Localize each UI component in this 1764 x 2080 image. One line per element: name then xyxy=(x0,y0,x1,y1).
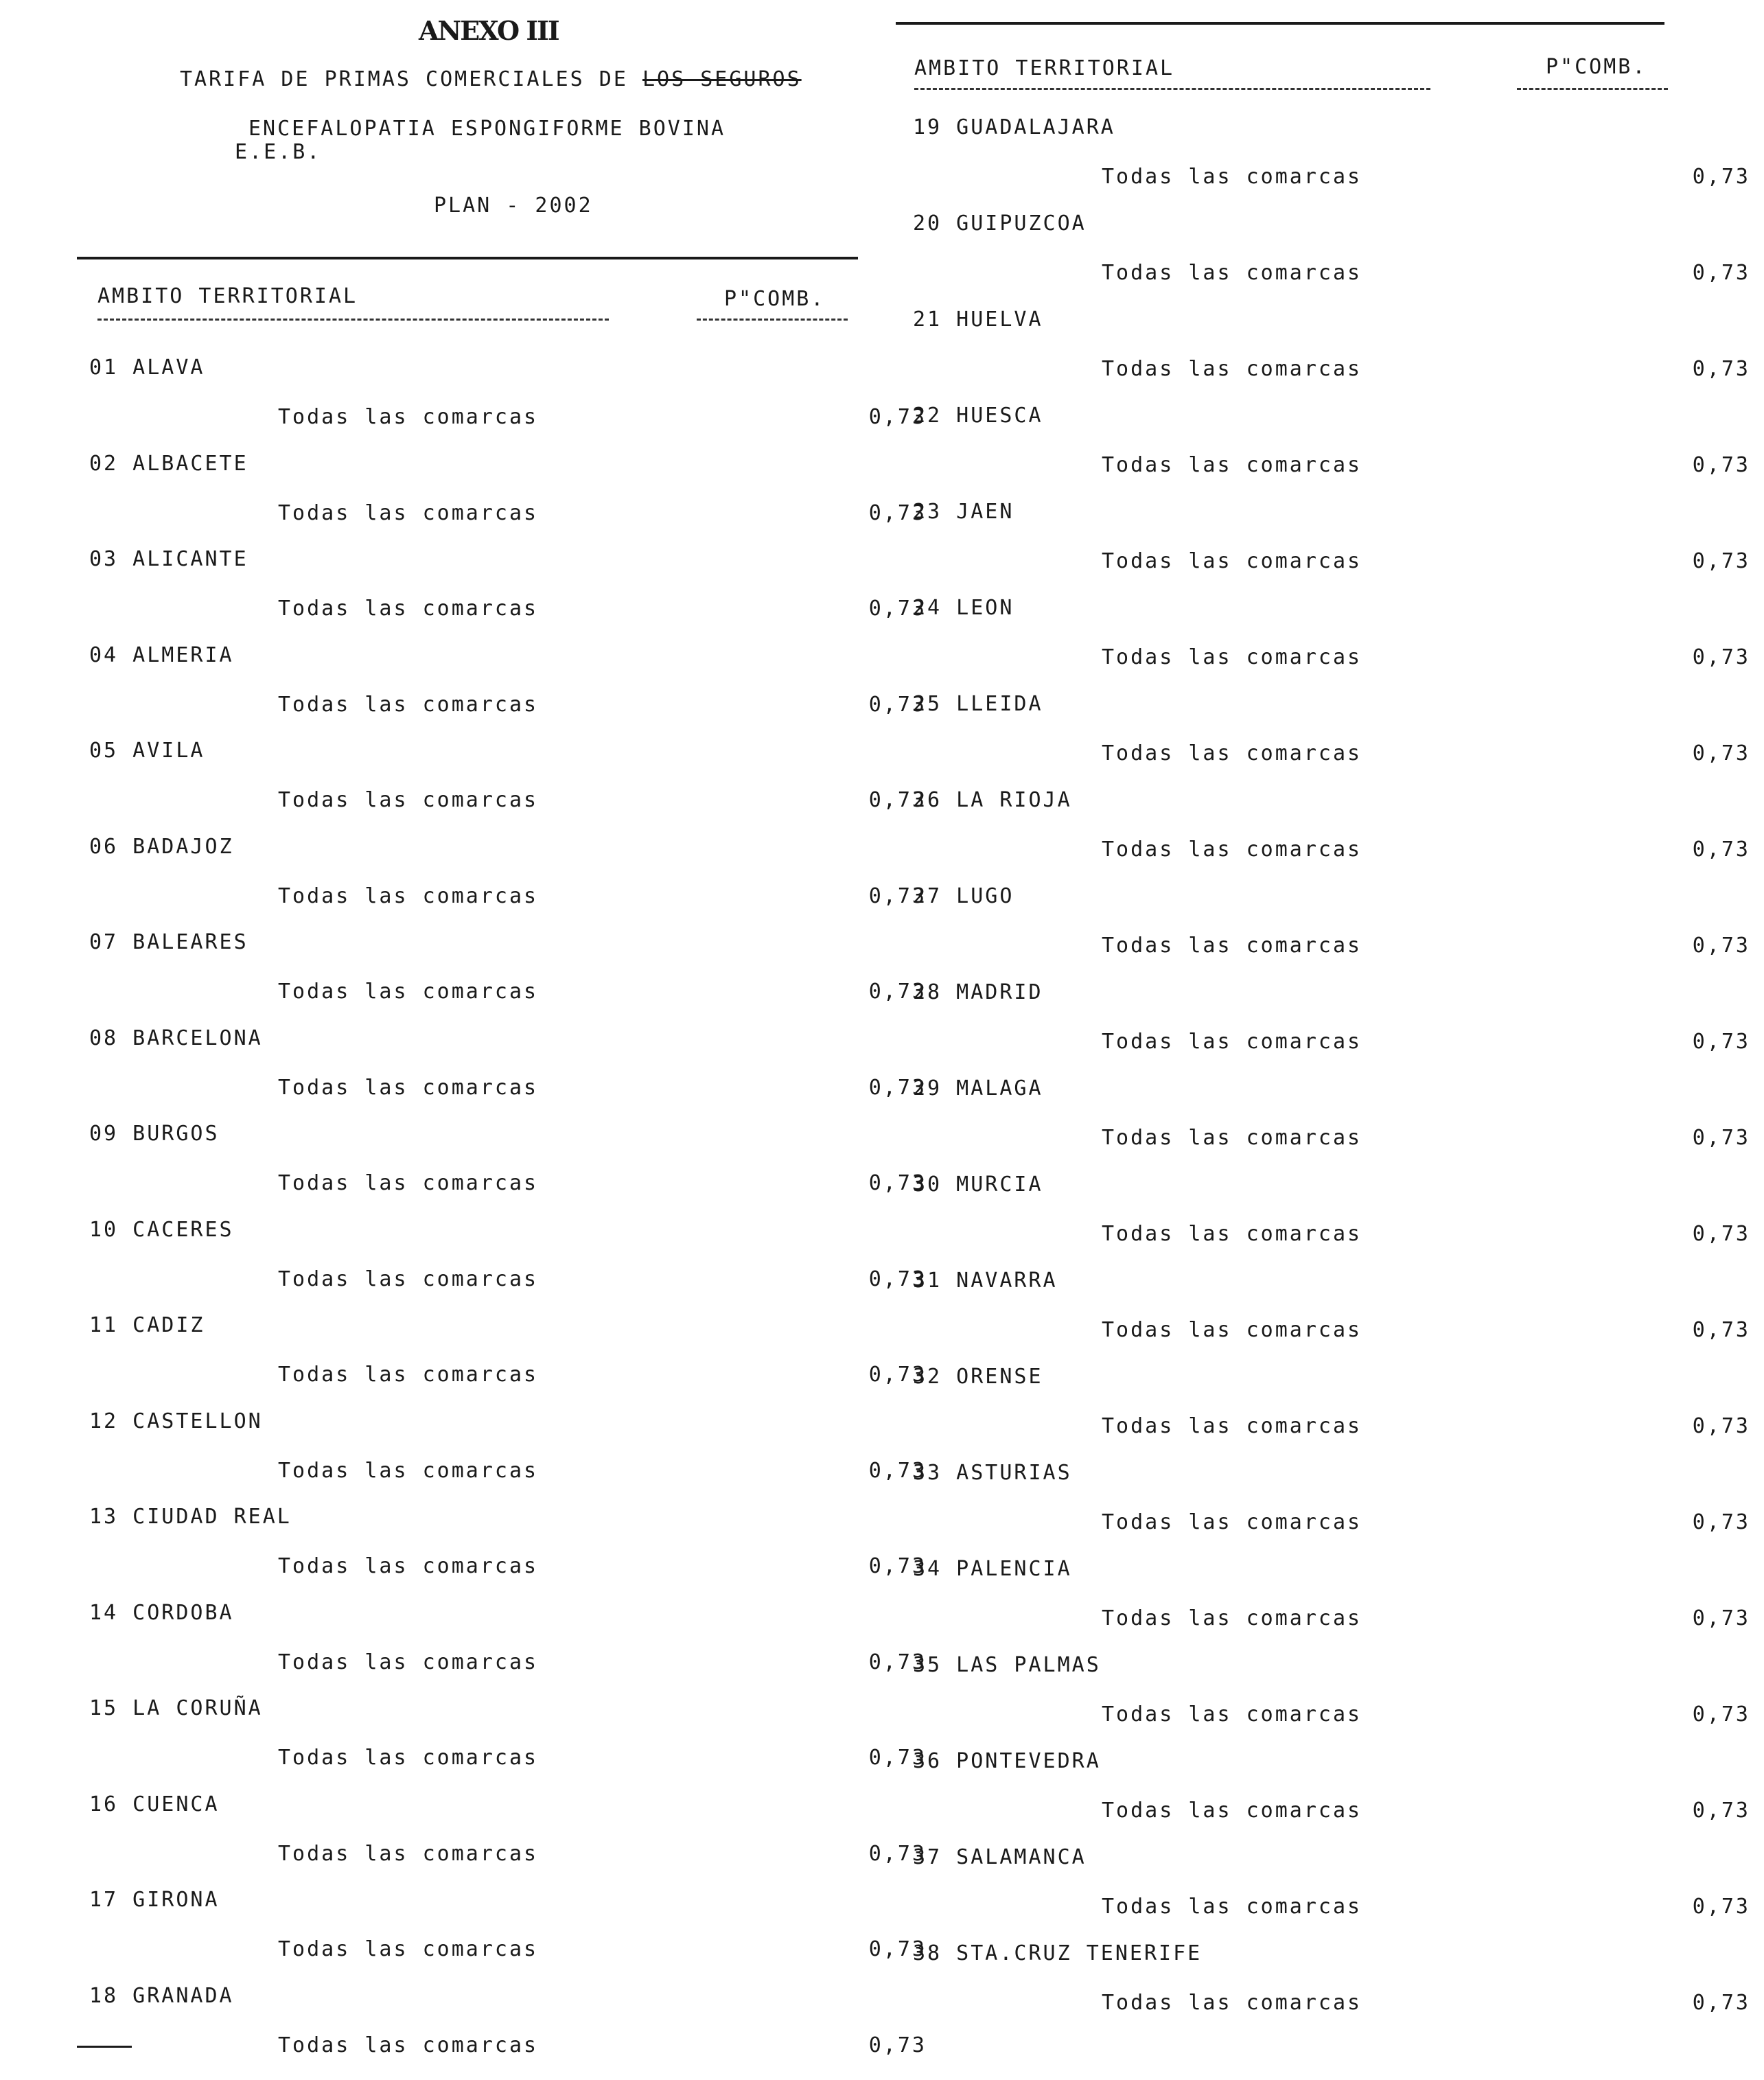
province-name: 12 CASTELLON xyxy=(89,1409,263,1433)
province-name: 25 LLEIDA xyxy=(913,692,1043,716)
tariff-row xyxy=(913,1461,1764,1557)
tariff-row xyxy=(89,1792,940,1888)
tariff-row xyxy=(913,115,1764,211)
premium-value: 0,73 xyxy=(1692,1318,1750,1342)
right-column xyxy=(913,0,1764,2066)
tariff-row xyxy=(89,1409,940,1505)
province-name: 02 ALBACETE xyxy=(89,451,248,476)
tariff-row xyxy=(89,1313,940,1409)
area-label: Todas las comarcas xyxy=(1102,1799,1362,1823)
tariff-row xyxy=(89,835,940,931)
area-label: Todas las comarcas xyxy=(278,692,539,717)
area-label: Todas las comarcas xyxy=(278,1937,539,1961)
annex-title: ANEXO III xyxy=(419,15,559,46)
area-label: Todas las comarcas xyxy=(1102,1414,1362,1438)
area-label: Todas las comarcas xyxy=(1102,1126,1362,1150)
province-name: 14 CORDOBA xyxy=(89,1600,234,1625)
premium-value: 0,73 xyxy=(1692,1991,1750,2015)
tariff-row xyxy=(913,1269,1764,1365)
premium-value: 0,73 xyxy=(868,1171,927,1195)
premium-value: 0,73 xyxy=(868,1267,927,1291)
tariff-row xyxy=(89,643,940,739)
tariff-row xyxy=(913,1172,1764,1269)
area-label: Todas las comarcas xyxy=(1102,165,1362,189)
province-name: 27 LUGO xyxy=(913,884,1014,908)
premium-value: 0,73 xyxy=(1692,165,1750,189)
area-label: Todas las comarcas xyxy=(1102,741,1362,765)
province-name: 11 CADIZ xyxy=(89,1313,205,1337)
premium-value: 0,73 xyxy=(1692,549,1750,573)
province-name: 32 ORENSE xyxy=(913,1365,1043,1389)
province-name: 21 HUELVA xyxy=(913,308,1043,332)
premium-value: 0,73 xyxy=(868,405,927,429)
left-premium-heading: P"COMB. xyxy=(724,287,826,311)
area-label: Todas las comarcas xyxy=(278,883,539,908)
area-label: Todas las comarcas xyxy=(1102,1510,1362,1534)
area-label: Todas las comarcas xyxy=(278,1075,539,1100)
tariff-row xyxy=(89,1601,940,1697)
premium-value: 0,73 xyxy=(868,500,927,525)
province-name: 13 CIUDAD REAL xyxy=(89,1505,292,1529)
area-label: Todas las comarcas xyxy=(278,1841,539,1866)
area-label: Todas las comarcas xyxy=(1102,1030,1362,1054)
document-abbreviation: E.E.B. xyxy=(235,140,322,164)
premium-value: 0,73 xyxy=(868,1363,927,1387)
province-name: 33 ASTURIAS xyxy=(913,1461,1072,1485)
tariff-row xyxy=(913,404,1764,500)
premium-value: 0,73 xyxy=(1692,1510,1750,1534)
province-name: 34 PALENCIA xyxy=(913,1557,1072,1581)
area-label: Todas las comarcas xyxy=(1102,1222,1362,1246)
right-premium-heading: P"COMB. xyxy=(1546,55,1647,79)
province-name: 35 LAS PALMAS xyxy=(913,1653,1101,1677)
area-label: Todas las comarcas xyxy=(1102,1895,1362,1919)
tariff-row xyxy=(89,930,940,1026)
area-label: Todas las comarcas xyxy=(278,1267,539,1291)
left-territory-heading: AMBITO TERRITORIAL xyxy=(97,284,358,308)
province-name: 08 BARCELONA xyxy=(89,1026,263,1050)
province-name: 03 ALICANTE xyxy=(89,547,248,571)
premium-value: 0,73 xyxy=(1692,934,1750,958)
premium-value: 0,73 xyxy=(1692,261,1750,285)
province-name: 22 HUESCA xyxy=(913,404,1043,428)
premium-value: 0,73 xyxy=(1692,837,1750,862)
tariff-row xyxy=(913,1941,1764,2037)
province-name: 05 AVILA xyxy=(89,739,205,763)
area-label: Todas las comarcas xyxy=(278,500,539,525)
premium-value: 0,73 xyxy=(868,883,927,908)
area-label: Todas las comarcas xyxy=(278,1458,539,1483)
tariff-row xyxy=(89,1888,940,1984)
tariff-row xyxy=(913,1557,1764,1653)
tariff-row xyxy=(913,1365,1764,1461)
tariff-row xyxy=(913,980,1764,1076)
tariff-row xyxy=(913,1653,1764,1749)
area-label: Todas las comarcas xyxy=(1102,837,1362,862)
area-label: Todas las comarcas xyxy=(1102,453,1362,477)
area-label: Todas las comarcas xyxy=(278,1746,539,1770)
right-territory-heading: AMBITO TERRITORIAL xyxy=(914,56,1175,80)
premium-value: 0,73 xyxy=(868,1554,927,1578)
area-label: Todas las comarcas xyxy=(278,1171,539,1195)
tariff-row xyxy=(89,1696,940,1792)
premium-value: 0,73 xyxy=(1692,1799,1750,1823)
area-label: Todas las comarcas xyxy=(1102,1606,1362,1630)
tariff-row xyxy=(89,356,940,452)
province-name: 01 ALAVA xyxy=(89,356,205,380)
premium-value: 0,73 xyxy=(868,1937,927,1961)
premium-value: 0,73 xyxy=(1692,453,1750,477)
province-name: 09 BURGOS xyxy=(89,1122,220,1146)
premium-value: 0,73 xyxy=(1692,1606,1750,1630)
tariff-row xyxy=(913,788,1764,884)
premium-value: 0,73 xyxy=(1692,1895,1750,1919)
premium-value: 0,73 xyxy=(1692,1702,1750,1726)
premium-value: 0,73 xyxy=(1692,1414,1750,1438)
premium-value: 0,73 xyxy=(868,1650,927,1674)
premium-value: 0,73 xyxy=(868,980,927,1004)
province-name: 20 GUIPUZCOA xyxy=(913,211,1087,235)
province-name: 06 BADAJOZ xyxy=(89,834,234,859)
document-title-text: TARIFA DE PRIMAS COMERCIALES DE xyxy=(180,67,642,91)
province-name: 30 MURCIA xyxy=(913,1172,1043,1197)
premium-value: 0,73 xyxy=(1692,1222,1750,1246)
tariff-row xyxy=(89,452,940,548)
tariff-row xyxy=(913,1076,1764,1172)
premium-value: 0,73 xyxy=(1692,357,1750,381)
premium-value: 0,73 xyxy=(1692,1030,1750,1054)
province-name: 29 MALAGA xyxy=(913,1076,1043,1100)
premium-value: 0,73 xyxy=(868,788,927,812)
premium-value: 0,73 xyxy=(868,597,927,621)
tariff-row xyxy=(89,1984,940,2080)
area-label: Todas las comarcas xyxy=(1102,934,1362,958)
premium-value: 0,73 xyxy=(868,1075,927,1100)
province-name: 24 LEON xyxy=(913,596,1014,620)
province-name: 04 ALMERIA xyxy=(89,643,234,667)
province-name: 26 LA RIOJA xyxy=(913,788,1072,812)
tariff-row xyxy=(913,308,1764,404)
area-label: Todas las comarcas xyxy=(1102,357,1362,381)
area-label: Todas las comarcas xyxy=(1102,1318,1362,1342)
plan-label: PLAN - 2002 xyxy=(434,194,593,218)
premium-value: 0,73 xyxy=(868,1458,927,1483)
province-name: 28 MADRID xyxy=(913,980,1043,1004)
tariff-row xyxy=(89,739,940,835)
bottom-rule-fragment xyxy=(77,2046,132,2048)
province-name: 31 NAVARRA xyxy=(913,1269,1058,1293)
area-label: Todas las comarcas xyxy=(1102,549,1362,573)
premium-value: 0,73 xyxy=(1692,645,1750,669)
premium-value: 0,73 xyxy=(868,1841,927,1866)
area-label: Todas las comarcas xyxy=(278,788,539,812)
area-label: Todas las comarcas xyxy=(278,2033,539,2057)
tariff-row xyxy=(913,692,1764,788)
province-name: 18 GRANADA xyxy=(89,1983,234,2008)
area-label: Todas las comarcas xyxy=(1102,1991,1362,2015)
premium-value: 0,73 xyxy=(1692,741,1750,765)
area-label: Todas las comarcas xyxy=(278,1554,539,1578)
area-label: Todas las comarcas xyxy=(1102,645,1362,669)
tariff-row xyxy=(89,1505,940,1601)
tariff-row xyxy=(89,1026,940,1122)
province-name: 19 GUADALAJARA xyxy=(913,115,1115,139)
area-label: Todas las comarcas xyxy=(1102,1702,1362,1726)
tariff-row xyxy=(913,1845,1764,1941)
tariff-row xyxy=(89,1122,940,1218)
area-label: Todas las comarcas xyxy=(278,980,539,1004)
province-name: 07 BALEARES xyxy=(89,930,248,954)
document-title-struck: LOS SEGUROS xyxy=(642,67,802,91)
tariff-row xyxy=(913,1749,1764,1845)
tariff-row xyxy=(913,596,1764,692)
area-label: Todas las comarcas xyxy=(1102,261,1362,285)
province-name: 37 SALAMANCA xyxy=(913,1845,1087,1869)
province-name: 36 PONTEVEDRA xyxy=(913,1749,1101,1773)
premium-value: 0,73 xyxy=(868,1746,927,1770)
tariff-row xyxy=(913,500,1764,596)
tariff-row xyxy=(913,211,1764,308)
province-name: 38 STA.CRUZ TENERIFE xyxy=(913,1941,1203,1965)
province-name: 17 GIRONA xyxy=(89,1888,220,1912)
left-column xyxy=(89,0,940,2066)
premium-value: 0,73 xyxy=(868,2033,927,2057)
tariff-row xyxy=(89,547,940,643)
area-label: Todas las comarcas xyxy=(278,1650,539,1674)
document-subtitle: ENCEFALOPATIA ESPONGIFORME BOVINA xyxy=(248,117,726,141)
premium-value: 0,73 xyxy=(1692,1126,1750,1150)
province-name: 23 JAEN xyxy=(913,500,1014,524)
area-label: Todas las comarcas xyxy=(278,597,539,621)
province-name: 10 CACERES xyxy=(89,1217,234,1242)
province-name: 16 CUENCA xyxy=(89,1792,220,1816)
tariff-row xyxy=(89,1218,940,1314)
tariff-row xyxy=(913,884,1764,980)
area-label: Todas las comarcas xyxy=(278,1363,539,1387)
area-label: Todas las comarcas xyxy=(278,405,539,429)
premium-value: 0,73 xyxy=(868,692,927,717)
province-name: 15 LA CORUÑA xyxy=(89,1696,263,1720)
